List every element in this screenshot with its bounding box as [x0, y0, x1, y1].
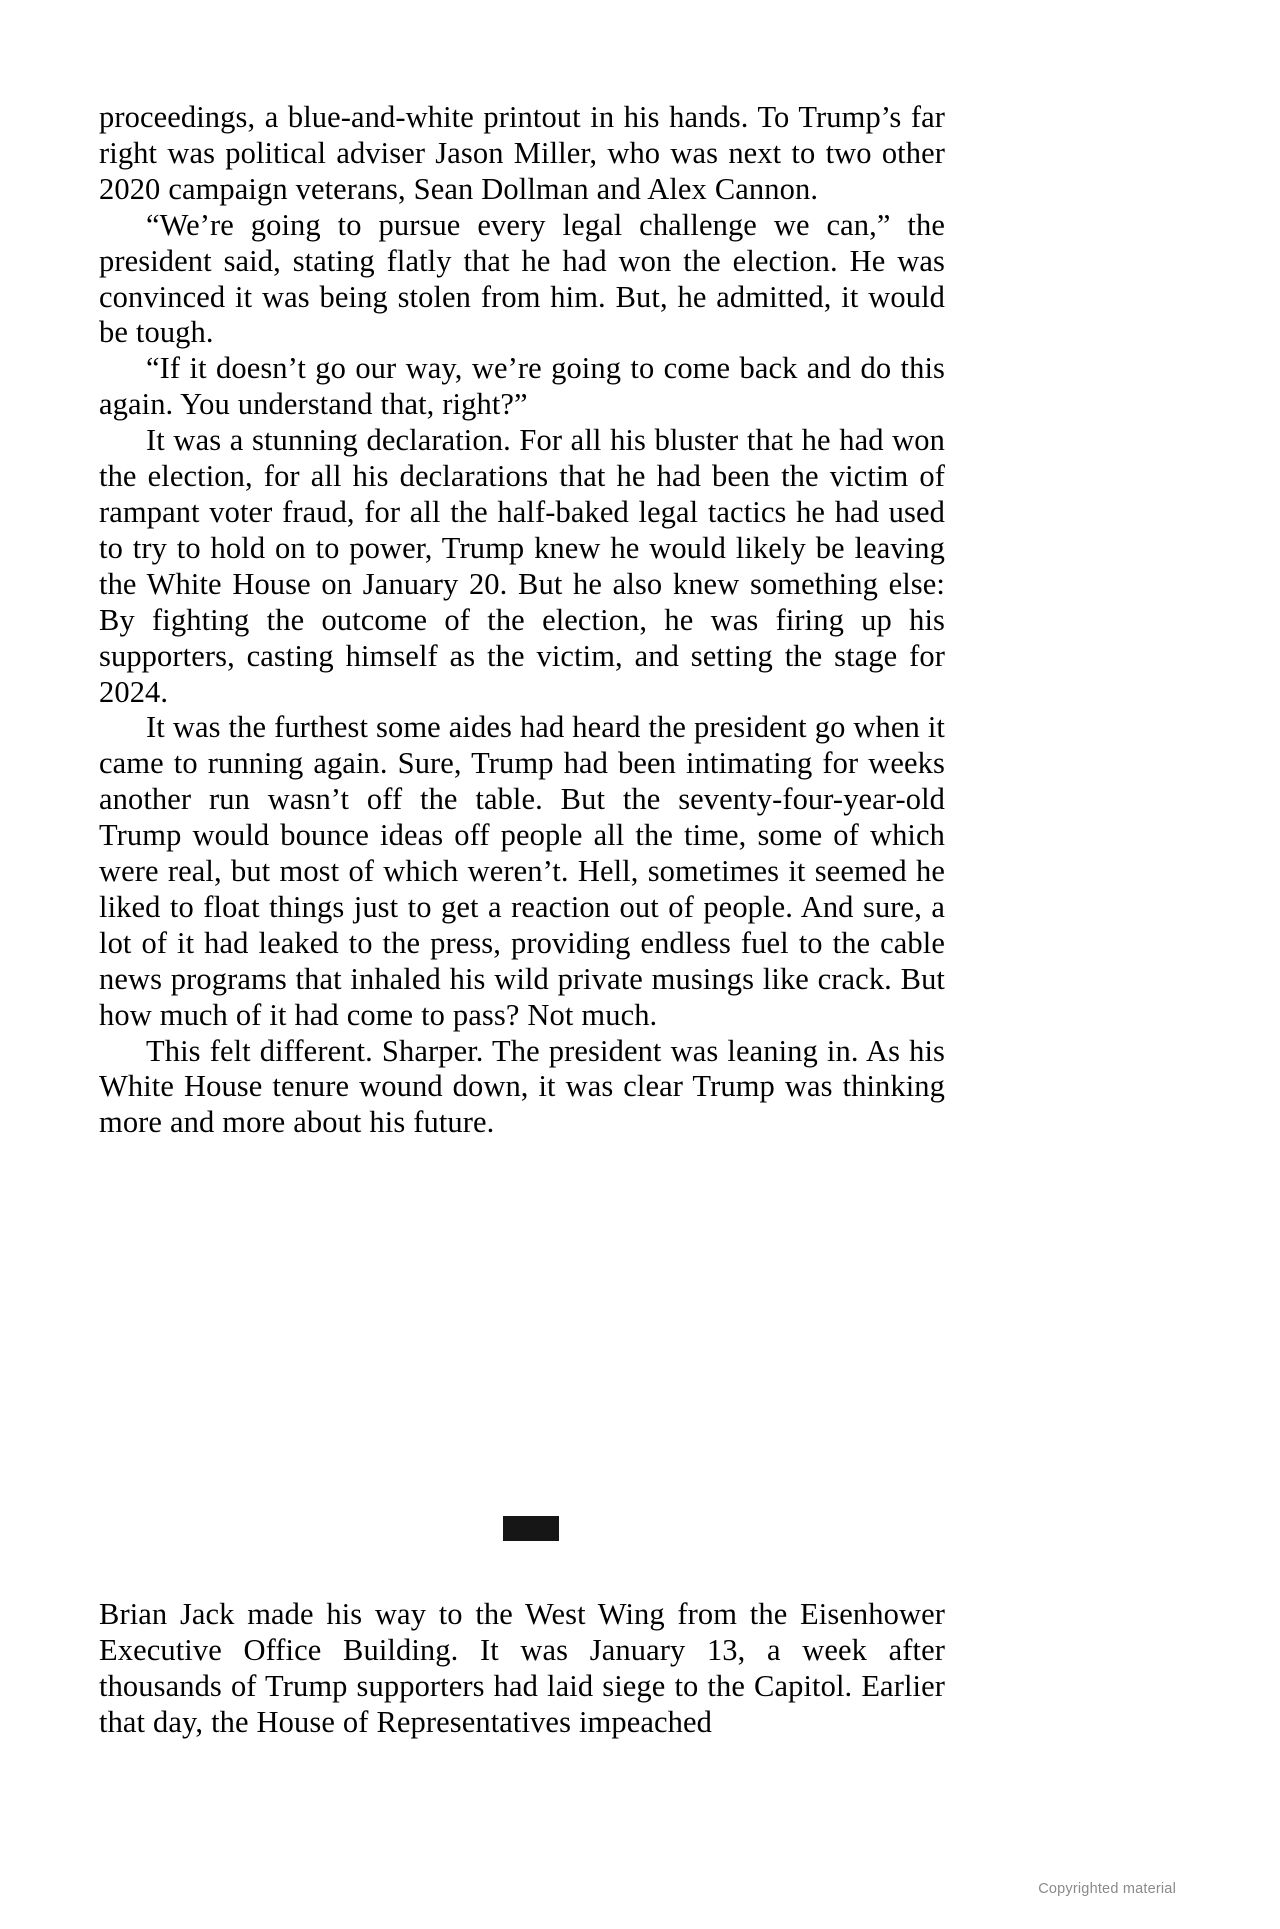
paragraph-5: It was the furthest some aides had heard the president go when it came to running again. Sure, Trump had been intimating for weeks another run wasn’t off the table. But the seventy-four-year-old Trump would bounce ideas off people all the time, some of which were real, but most of which weren’t. Hell, sometimes it seemed he liked to float things just to get a reaction out of people. And sure, a lot of it had leaked to the press, providing endless fuel to the cable news programs that inhaled his wild private musings like crack. But how much of it had come to pass? Not much.	[99, 710, 945, 1032]
section-break-bar	[503, 1516, 559, 1541]
copyright-notice: Copyrighted material	[1038, 1881, 1176, 1897]
body-text-column-after-break	[99, 1597, 945, 1741]
paragraph-1: proceedings, a blue-and-white printout in his hands. To Trump’s far right was political adviser Jason Miller, who was next to two other 2020 campaign veterans, Sean Dollman and Alex Cannon.	[99, 100, 945, 206]
paragraph-4: It was a stunning declaration. For all his bluster that he had won the election, for all his declarations that he had been the victim of rampant voter fraud, for all the half-baked legal tactics he had used to try to hold on to power, Trump knew he would likely be leaving the White House on January 20. But he also knew something else: By fighting the outcome of the election, he was firing up his supporters, casting himself as the victim, and setting the stage for 2024.	[99, 423, 945, 709]
paragraph-7: Brian Jack made his way to the West Wing from the Eisenhower Executive Office Building. It was January 13, a week after thousands of Trump supporters had laid siege to the Capitol. Earlier that day, the House of Representatives impeached	[99, 1597, 945, 1739]
body-text-column	[99, 100, 945, 1141]
paragraph-3: “If it doesn’t go our way, we’re going to come back and do this again. You understand that, right?”	[99, 351, 945, 422]
paragraph-6: This felt different. Sharper. The president was leaning in. As his White House tenure wound down, it was clear Trump was thinking more and more about his future.	[99, 1033, 945, 1140]
paragraph-2: “We’re going to pursue every legal challenge we can,” the president said, stating flatly that he had won the election. He was convinced it was being stolen from him. But, he admitted, it would be tough.	[99, 207, 945, 350]
section-break	[99, 1508, 945, 1548]
